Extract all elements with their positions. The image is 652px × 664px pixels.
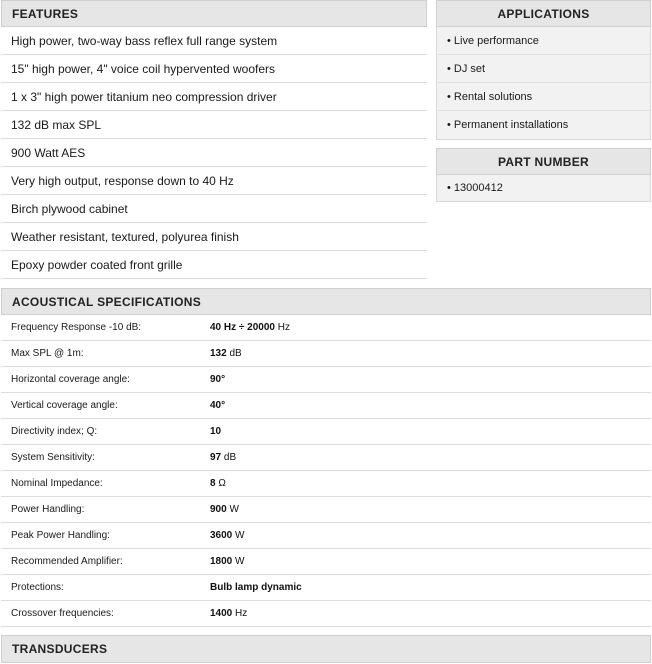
spec-value-number: Bulb lamp dynamic [210,582,302,593]
spec-value [210,452,236,463]
spec-row [1,367,651,393]
spec-value [210,582,302,593]
spec-value [210,400,225,411]
specifications-table [1,315,651,627]
application-item: • Live performance [437,27,650,55]
transducers-panel [1,635,651,663]
spec-label: Protections: [11,582,64,593]
spec-value-number: 90° [210,374,226,385]
features-list [1,27,427,279]
application-item: • Permanent installations [447,119,569,131]
application-item: • DJ set [437,55,650,83]
spec-value [210,374,225,385]
spec-value-number: 1400 [210,608,233,619]
spec-label: Power Handling: [11,504,85,515]
spec-value-number: 3600 [210,530,233,541]
feature-item: Very high output, response down to 40 Hz [1,167,427,195]
spec-value [210,426,221,437]
spec-value-unit: Hz [232,608,248,619]
feature-item: 1 x 3" high power titanium neo compression driver [1,83,427,111]
spec-label: Peak Power Handling: [11,530,110,541]
features-header: FEATURES [1,0,427,27]
feature-item: Epoxy powder coated front grille [1,251,427,279]
spec-value [210,322,290,333]
spec-value-unit: dB [221,452,237,463]
spec-label: Nominal Impedance: [11,478,103,489]
spec-value-number: 10 [210,426,222,437]
features-panel [1,0,427,279]
spec-label: System Sensitivity: [11,452,95,463]
spec-value-unit: Hz [274,322,290,333]
spec-row [1,445,651,471]
spec-value [210,504,239,515]
applications-panel [436,0,651,140]
spec-value [210,556,244,567]
spec-value-number: 900 [210,504,227,515]
feature-item: 15" high power, 4" voice coil hypervented woofers [1,55,427,83]
spec-value-number: 40° [210,400,226,411]
spec-row [1,575,651,601]
spec-value [210,608,247,619]
spec-row [1,419,651,445]
spec-row [1,315,651,341]
spec-value-number: 97 [210,452,222,463]
spec-label: Horizontal coverage angle: [11,374,130,385]
feature-item: 900 Watt AES [1,139,427,167]
spec-row [1,341,651,367]
feature-item: High power, two-way bass reflex full range system [1,27,427,55]
spec-label: Vertical coverage angle: [11,400,118,411]
part-number-panel [436,148,651,202]
feature-item: Birch plywood cabinet [1,195,427,223]
spec-value-unit: W [232,556,245,567]
spec-row [1,471,651,497]
spec-value [210,348,242,359]
spec-label: Crossover frequencies: [11,608,114,619]
spec-row [1,601,651,627]
spec-value [210,478,226,489]
spec-label: Frequency Response -10 dB: [11,322,142,333]
application-item: • Rental solutions [437,83,650,111]
spec-label: Directivity index; Q: [11,426,98,437]
spec-value-number: 40 Hz ÷ 20000 [210,322,275,333]
acoustical-specifications-header: ACOUSTICAL SPECIFICATIONS [1,288,651,315]
spec-row [1,549,651,575]
transducers-header: TRANSDUCERS [1,635,651,663]
spec-value-unit: dB [226,348,242,359]
spec-label: Max SPL @ 1m: [11,348,84,359]
spec-label: Recommended Amplifier: [11,556,123,567]
feature-item: 132 dB max SPL [1,111,427,139]
part-number-list [436,175,651,202]
spec-value-unit: W [232,530,245,541]
spec-row [1,523,651,549]
part-number-header: PART NUMBER [436,148,651,175]
feature-item: Weather resistant, textured, polyurea finish [1,223,427,251]
spec-row [1,393,651,419]
applications-header: APPLICATIONS [436,0,651,27]
acoustical-specifications-panel [1,288,651,627]
applications-list [436,27,651,140]
spec-value-number: 132 [210,348,227,359]
spec-value-unit: W [226,504,239,515]
spec-value-number: 8 [210,478,216,489]
spec-value-unit: Ω [215,478,226,489]
spec-value [210,530,244,541]
part-number-item: • 13000412 [447,182,503,194]
spec-row [1,497,651,523]
spec-value-number: 1800 [210,556,233,567]
